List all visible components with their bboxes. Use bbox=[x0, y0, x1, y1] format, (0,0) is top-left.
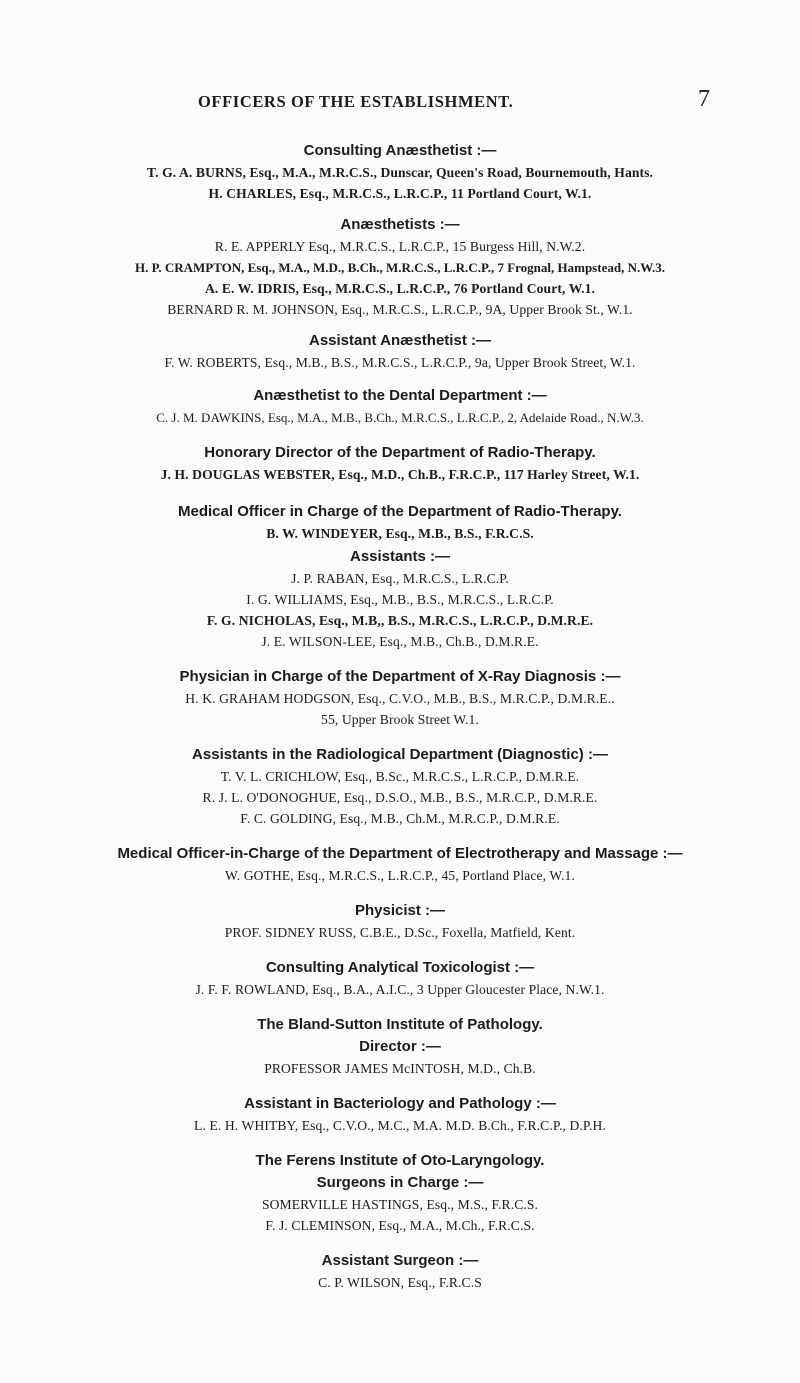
entry: R. E. APPERLY Esq., M.R.C.S., L.R.C.P., 15 Burgess Hill, N.W.2. bbox=[214, 239, 586, 254]
page-body bbox=[0, 140, 800, 1293]
section-pathology-director bbox=[0, 1036, 800, 1079]
section-heading: Surgeons in Charge :— bbox=[316, 1174, 484, 1191]
section-heading: The Bland-Sutton Institute of Pathology. bbox=[257, 1016, 543, 1033]
entry: H. K. GRAHAM HODGSON, Esq., C.V.O., M.B., B.S., M.R.C.P., D.M.R.E.. bbox=[185, 691, 615, 706]
entry: C. J. M. DAWKINS, Esq., M.A., M.B., B.Ch., M.R.C.S., L.R.C.P., 2, Adelaide Road., N.W.3. bbox=[156, 410, 644, 425]
entry: J. H. DOUGLAS WEBSTER, Esq., M.D., Ch.B., F.R.C.P., 117 Harley Street, W.1. bbox=[160, 467, 640, 482]
section-heading: Anæsthetists :— bbox=[340, 216, 460, 233]
section-heading: Physicist :— bbox=[354, 902, 446, 919]
entry: R. J. L. O'DONOGHUE, Esq., D.S.O., M.B., B.S., M.R.C.P., D.M.R.E. bbox=[202, 790, 598, 805]
entry: F. J. CLEMINSON, Esq., M.A., M.Ch., F.R.C.S. bbox=[265, 1218, 535, 1233]
section-ferens-institute bbox=[0, 1150, 800, 1172]
entry: J. F. F. ROWLAND, Esq., B.A., A.I.C., 3 Upper Gloucester Place, N.W.1. bbox=[195, 982, 605, 997]
section-assistant-surgeon bbox=[0, 1250, 800, 1293]
entry: W. GOTHE, Esq., M.R.C.S., L.R.C.P., 45, Portland Place, W.1. bbox=[225, 868, 575, 883]
section-x-ray-diagnosis bbox=[0, 666, 800, 730]
section-dental-anaesthetist bbox=[0, 385, 800, 428]
entry: L. E. H. WHITBY, Esq., C.V.O., M.C., M.A. M.D. B.Ch., F.R.C.P., D.P.H. bbox=[194, 1118, 606, 1133]
section-heading: Medical Officer in Charge of the Department of Radio-Therapy. bbox=[178, 503, 622, 520]
section-heading: Assistant Surgeon :— bbox=[321, 1252, 479, 1269]
section-anaesthetists bbox=[0, 214, 800, 320]
section-heading: Honorary Director of the Department of Radio-Therapy. bbox=[204, 444, 596, 461]
entry: I. G. WILLIAMS, Esq., M.B., B.S., M.R.C.S., L.R.C.P. bbox=[246, 592, 554, 607]
section-bacteriology-assistant bbox=[0, 1093, 800, 1136]
entry: 55, Upper Brook Street W.1. bbox=[321, 712, 479, 727]
section-heading: Consulting Analytical Toxicologist :— bbox=[265, 959, 535, 976]
section-heading: Medical Officer-in-Charge of the Department of Electrotherapy and Massage :— bbox=[117, 845, 683, 862]
section-surgeons-in-charge bbox=[0, 1172, 800, 1236]
section-electrotherapy bbox=[0, 843, 800, 886]
entry: J. E. WILSON-LEE, Esq., M.B., Ch.B., D.M.R.E. bbox=[261, 634, 539, 649]
entry: T. G. A. BURNS, Esq., M.A., M.R.C.S., Dunscar, Queen's Road, Bournemouth, Hants. bbox=[146, 165, 654, 180]
entry: J. P. RABAN, Esq., M.R.C.S., L.R.C.P. bbox=[291, 571, 509, 586]
section-toxicologist bbox=[0, 957, 800, 1000]
section-heading: Assistant Anæsthetist :— bbox=[309, 332, 491, 349]
section-heading: Assistant in Bacteriology and Pathology :— bbox=[244, 1095, 556, 1112]
section-radio-therapy-director bbox=[0, 442, 800, 485]
section-radio-therapy-medical-officer bbox=[0, 501, 800, 544]
section-heading: Physician in Charge of the Department of X-Ray Diagnosis :— bbox=[179, 668, 621, 685]
section-heading: Assistants :— bbox=[349, 548, 451, 565]
entry: H. CHARLES, Esq., M.R.C.S., L.R.C.P., 11 Portland Court, W.1. bbox=[208, 186, 592, 201]
section-heading: The Ferens Institute of Oto-Laryngology. bbox=[255, 1152, 545, 1169]
section-heading: Anæsthetist to the Dental Department :— bbox=[253, 387, 547, 404]
entry: F. G. NICHOLAS, Esq., M.B,, B.S., M.R.C.S., L.R.C.P., D.M.R.E. bbox=[206, 613, 594, 628]
section-radiological-assistants bbox=[0, 744, 800, 829]
entry: F. C. GOLDING, Esq., M.B., Ch.M., M.R.C.P., D.M.R.E. bbox=[240, 811, 560, 826]
running-title: OFFICERS OF THE ESTABLISHMENT. bbox=[198, 92, 514, 111]
section-heading: Director :— bbox=[359, 1038, 441, 1055]
section-heading: Consulting Anæsthetist :— bbox=[303, 142, 497, 159]
section-bland-sutton-institute bbox=[0, 1014, 800, 1036]
section-physicist bbox=[0, 900, 800, 943]
entry: PROF. SIDNEY RUSS, C.B.E., D.Sc., Foxella, Matfield, Kent. bbox=[224, 925, 576, 940]
page-number: 7 bbox=[698, 86, 710, 112]
section-assistant-anaesthetist bbox=[0, 330, 800, 373]
section-radio-therapy-assistants bbox=[0, 546, 800, 652]
entry: H. P. CRAMPTON, Esq., M.A., M.D., B.Ch., M.R.C.S., L.R.C.P., 7 Frognal, Hampstead, N.W.3. bbox=[134, 260, 666, 275]
entry: BERNARD R. M. JOHNSON, Esq., M.R.C.S., L.R.C.P., 9A, Upper Brook St., W.1. bbox=[167, 302, 633, 317]
entry: T. V. L. CRICHLOW, Esq., B.Sc., M.R.C.S., L.R.C.P., D.M.R.E. bbox=[220, 769, 580, 784]
entry: C. P. WILSON, Esq., F.R.C.S bbox=[318, 1275, 482, 1290]
entry: F. W. ROBERTS, Esq., M.B., B.S., M.R.C.S., L.R.C.P., 9a, Upper Brook Street, W.1. bbox=[164, 355, 636, 370]
running-head bbox=[0, 86, 800, 116]
entry: PROFESSOR JAMES McINTOSH, M.D., Ch.B. bbox=[264, 1061, 536, 1076]
entry: B. W. WINDEYER, Esq., M.B., B.S., F.R.C.S. bbox=[266, 526, 534, 541]
section-heading: Assistants in the Radiological Department (Diagnostic) :— bbox=[192, 746, 608, 763]
section-consulting-anaesthetist bbox=[0, 140, 800, 204]
entry: SOMERVILLE HASTINGS, Esq., M.S., F.R.C.S. bbox=[261, 1197, 539, 1212]
entry: A. E. W. IDRIS, Esq., M.R.C.S., L.R.C.P., 76 Portland Court, W.1. bbox=[204, 281, 596, 296]
